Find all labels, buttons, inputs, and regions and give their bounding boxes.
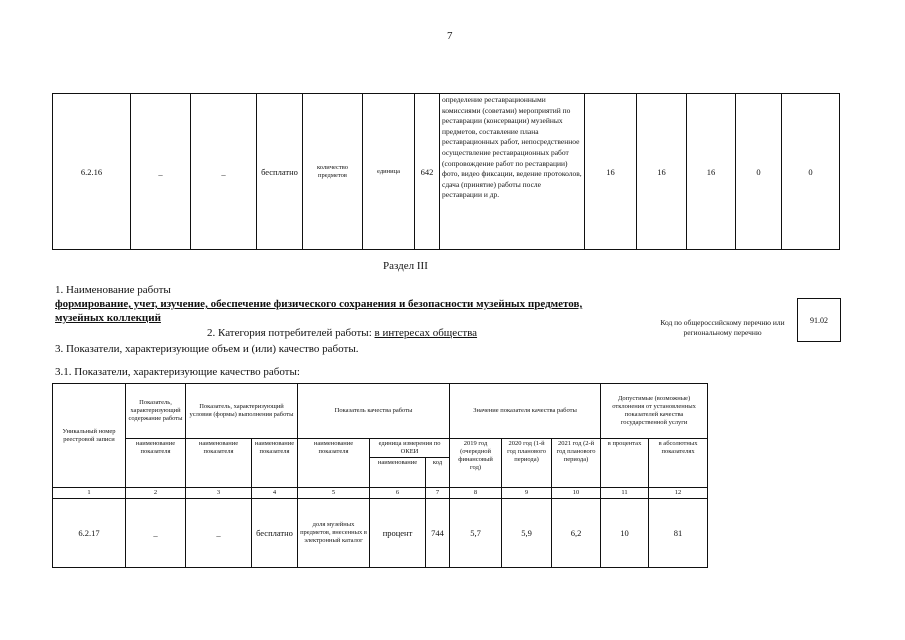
cell-2021: 6,2	[552, 499, 601, 568]
cell-2019: 5,7	[450, 499, 502, 568]
quality-table	[52, 383, 708, 568]
cell-unit: единица	[363, 94, 415, 250]
subheader-percent: в процентах	[601, 439, 649, 488]
cell-value-3: 16	[687, 94, 736, 250]
cell-description: определение реставрационными комиссиями (советами) мероприятий по реставрации (консервации) музейных предметов, составление плана реставрационных работ, непосредственное осуществление реставрационных работ (сопровождение работ по реставрации) фото, видео фиксации, ведение протоколов, сдача (принятие) работы после реставрации и др.	[440, 94, 585, 250]
subheader-name-3: наименование показателя	[252, 439, 298, 488]
cell-price: бесплатно	[252, 499, 298, 568]
subheader-absolute: в абсолютных показателях	[649, 439, 708, 488]
cell-content: _	[131, 94, 191, 250]
col-number-4: 4	[252, 488, 298, 499]
cell-conditions: _	[186, 499, 252, 568]
page-number: 7	[447, 30, 453, 42]
subheader-2021: 2021 год (2-й год планового периода)	[552, 439, 601, 488]
row-number: 6.2.16	[53, 94, 131, 250]
cell-unit: процент	[370, 499, 426, 568]
code-box: 91.02	[797, 298, 841, 342]
col-number-11: 11	[601, 488, 649, 499]
cell-indicator: доля музейных предметов, внесенных в электронный каталог	[298, 499, 370, 568]
header-content: Показатель, характеризующий содержание работы	[126, 384, 186, 439]
cell-value-2: 16	[637, 94, 687, 250]
header-deviation: Допустимые (возможные) отклонения от установленных показателей качества государственной услуги	[601, 384, 708, 439]
cell-code: 744	[426, 499, 450, 568]
col-number-12: 12	[649, 488, 708, 499]
subheader-name-2: наименование показателя	[186, 439, 252, 488]
subheader-okei-code: код	[426, 458, 450, 488]
cell-value-4: 0	[736, 94, 782, 250]
header-quality: Показатель качества работы	[298, 384, 450, 439]
subheader-okei-name: наименование	[370, 458, 426, 488]
work-name-line-1: формирование, учет, изучение, обеспечение физического сохранения и безопасности музейных предметов,	[55, 298, 583, 310]
work-name-line-2: музейных коллекций	[55, 312, 161, 324]
cell-conditions: _	[191, 94, 257, 250]
col-number-2: 2	[126, 488, 186, 499]
consumer-category-label: 2. Категория потребителей работы:	[207, 327, 375, 339]
col-number-7: 7	[426, 488, 450, 499]
cell-percent: 10	[601, 499, 649, 568]
col-number-6: 6	[370, 488, 426, 499]
section-title: Раздел III	[383, 260, 428, 272]
header-conditions: Показатель, характеризующий условия (формы) выполнения работы	[186, 384, 298, 439]
row-number: 6.2.17	[53, 499, 126, 568]
col-number-10: 10	[552, 488, 601, 499]
consumer-category	[207, 327, 477, 339]
cell-value-1: 16	[585, 94, 637, 250]
indicators-label: 3. Показатели, характеризующие объем и (или) качество работы.	[55, 343, 359, 355]
top-table	[52, 93, 840, 250]
quality-indicators-label: 3.1. Показатели, характеризующие качество работы:	[55, 366, 300, 378]
code-label: Код по общероссийскому перечню или региональному перечню	[660, 318, 785, 337]
cell-absolute: 81	[649, 499, 708, 568]
subheader-2019: 2019 год (очередной финансовый год)	[450, 439, 502, 488]
table-subheader-row	[53, 439, 708, 458]
cell-value-5: 0	[782, 94, 840, 250]
subheader-name-1: наименование показателя	[126, 439, 186, 488]
cell-2020: 5,9	[502, 499, 552, 568]
consumer-category-value: в интересах общества	[374, 327, 478, 339]
work-name-label: 1. Наименование работы	[55, 284, 171, 296]
col-number-5: 5	[298, 488, 370, 499]
cell-indicator: количество предметов	[303, 94, 363, 250]
table-header-row	[53, 384, 708, 439]
header-values: Значение показателя качества работы	[450, 384, 601, 439]
cell-price: бесплатно	[257, 94, 303, 250]
cell-code: 642	[415, 94, 440, 250]
subheader-name-4: наименование показателя	[298, 439, 370, 488]
column-numbers-row	[53, 488, 708, 499]
col-number-3: 3	[186, 488, 252, 499]
col-number-1: 1	[53, 488, 126, 499]
subheader-okei: единица измерения по ОКЕИ	[370, 439, 450, 458]
header-unique-number: Уникальный номер реестровой записи	[53, 384, 126, 488]
subheader-2020: 2020 год (1-й год планового периода)	[502, 439, 552, 488]
col-number-8: 8	[450, 488, 502, 499]
cell-content: _	[126, 499, 186, 568]
table-row	[53, 499, 708, 568]
table-row	[53, 94, 840, 250]
col-number-9: 9	[502, 488, 552, 499]
